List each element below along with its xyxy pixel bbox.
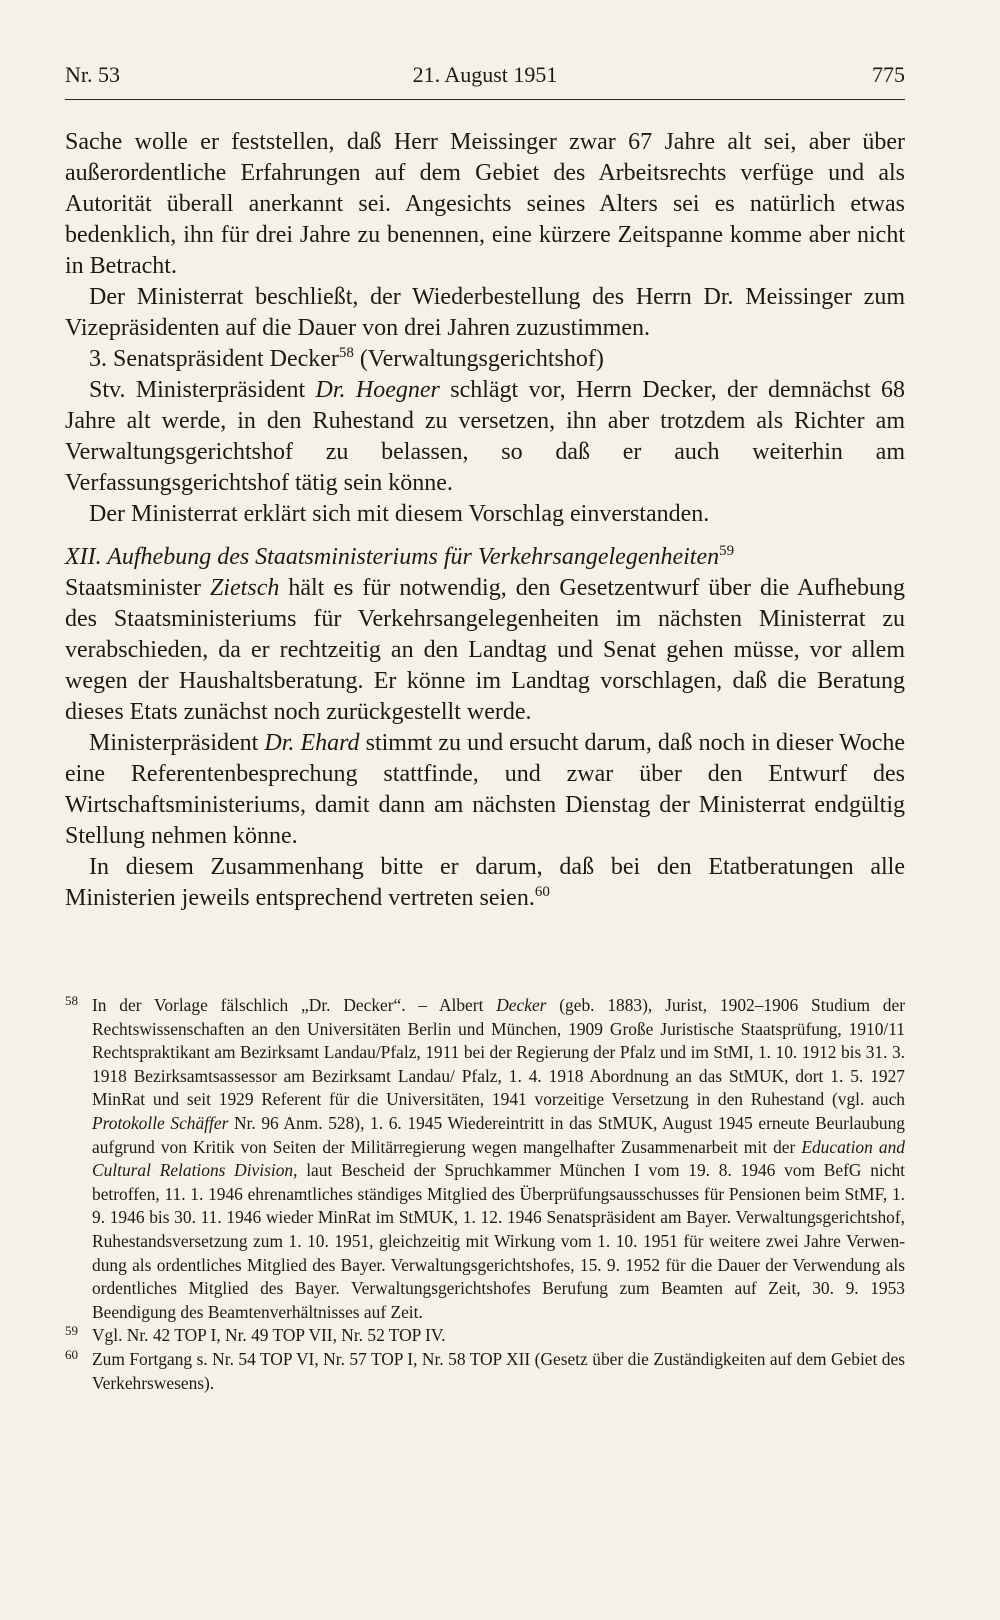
text-run: Ministerpräsident: [89, 730, 265, 756]
page-number: 775: [872, 62, 905, 87]
paragraph: [65, 375, 905, 499]
footnote-ref: 59: [719, 543, 735, 559]
paragraph: [65, 852, 905, 914]
footnote-text: Zum Fortgang s. Nr. 54 TOP VI, Nr. 57 TOP I, Nr. 58 TOP XII (Gesetz über die Zuständigkeiten auf dem Gebiet des Verkehrswesens).: [92, 1348, 905, 1393]
footnote: [65, 994, 905, 1324]
document-number: Nr. 53: [65, 62, 120, 87]
person-name: Decker: [496, 995, 547, 1015]
paragraph: [65, 573, 905, 728]
footnote-ref: 58: [338, 345, 354, 361]
header-date: 21. August 1951: [412, 62, 558, 87]
main-text: [65, 127, 905, 914]
agenda-subitem-rest: (Verwaltungsgerichtshof): [353, 346, 604, 372]
section-heading: [65, 542, 905, 573]
speaker-name: Zietsch: [210, 575, 280, 601]
footnote: [65, 1324, 905, 1348]
agenda-subitem-text: 3. Senatspräsident Decker: [89, 346, 339, 372]
section-heading-text: XII. Aufhebung des Staatsministeriums für Verkehrsangelegenheiten: [65, 544, 720, 570]
footnote: [65, 1348, 905, 1395]
text-run: Stv. Ministerpräsident: [89, 377, 316, 403]
speaker-name: Dr. Hoegner: [315, 377, 440, 403]
text-run: (geb. 1883), Jurist, 1902–1906 Studium der Rechtswissenschaften an den Universitäten Berlin und München, 1909 Große Juristische Staatsprüfung, 1910/11 Rechtspraktikant am Bezirksamt Landau/Pfalz, 1911 bei der Regierung der Pfalz und im StMI, 1. 10. 1912 bis 31. 3. 1918 Bezirksamtsassessor am Bezirksamt Landau/ Pfalz, 1. 4. 1918 Abordnung an das StMUK, dort 1. 5. 1927 MinRat und seit 1929 Referent für die Universitäten, 1941 vorzeitige Versetzung in den Ruhestand (vgl. auch: [92, 995, 905, 1110]
footnote-number: 60: [65, 1346, 78, 1362]
citation-title: Protokolle Schäffer: [92, 1112, 229, 1133]
text-run: Nr. 96 Anm. 528), 1. 6. 1945 Wiedereintritt in das StMUK, August 1945 erneute Beurlaubung aufgrund von Kritik von Seiten der Militärregierung wegen mangelhafter Zusammenarbeit mit der: [92, 1112, 905, 1157]
text-run: , laut Bescheid der Spruchkammer München I vom 19. 8. 1946 vom BefG nicht betroffen, 11. 1. 1946 ehrenamtliches ständiges Mitglied des Überprüfungsausschusses für Pensionen beim StMF, 1. 9. 1946 bis 30. 11. 1946 wieder MinRat im StMUK, 1. 12. 1946 Senatspräsident am Bayer. Verwaltungsgerichtshof, Ruhestandsversetzung zum 1. 10. 1951, gleichzeitig mit Wirkung vom 1. 10. 1951 für weitere zwei Jahre Verwendung als ordentliches Mitglied des Bayer. Verwaltungsgerichtshofes, 15. 9. 1952 für die Dauer der Verwendung als ordentliches Mitglied des Bayer. Verwaltungsgerichtshofes Berufung zum Beamten auf Zeit, 30. 9. 1953 Beendigung des Beamtenverhältnisses auf Zeit.: [92, 1160, 905, 1322]
text-run: stimmt zu und ersucht darum, daß noch in dieser Woche eine Referentenbesprechung stattfinde, und zwar über den Entwurf des Wirtschaftsministeriums, damit dann am nächsten Dienstag der Ministerrat endgültig Stellung nehmen könne.: [65, 730, 906, 849]
text-run: In der Vorlage fälschlich „Dr. Decker“. – Albert: [92, 995, 497, 1015]
paragraph: Der Ministerrat beschließt, der Wiederbestellung des Herrn Dr. Meissinger zum Vizepräsidenten auf die Dauer von drei Jahren zuzustimmen.: [65, 284, 905, 341]
text-run: Staatsminister: [65, 575, 211, 601]
text-run: schlägt vor, Herrn Decker, der demnächst 68 Jahre alt werde, in den Ruhestand zu versetzen, ihn aber trotzdem als Richter am Verwaltungsgerichtshof zu belassen, so daß er auch weiterhin am Verfassungsgerichtshof tätig sein könne.: [65, 377, 905, 496]
paragraph: Der Ministerrat erklärt sich mit diesem Vorschlag einverstanden.: [89, 501, 710, 527]
division-name: Education and Cultural Relations Division: [92, 1136, 905, 1181]
speaker-name: Dr. Ehard: [264, 730, 360, 756]
agenda-subitem: [65, 344, 905, 375]
footnote-ref: 60: [534, 884, 550, 900]
footnote-text: Vgl. Nr. 42 TOP I, Nr. 49 TOP VII, Nr. 52 TOP IV.: [92, 1325, 446, 1346]
header-rule: [65, 99, 905, 100]
text-run: hält es für notwendig, den Gesetzentwurf über die Aufhebung des Staatsministeriums für Verkehrsangelegenheiten im nächsten Ministerrat zu verabschieden, da er rechtzeitig an den Landtag und Senat gehen müsse, vor allem wegen der Haushaltsberatung. Er könne im Landtag vorschlagen, daß die Beratung dieses Etats zunächst noch zurückgestellt werde.: [65, 575, 906, 725]
footnotes: [65, 994, 905, 1395]
running-header: [65, 62, 905, 96]
footnote-number: 58: [65, 993, 78, 1008]
paragraph: Sache wolle er feststellen, daß Herr Meissinger zwar 67 Jahre alt sei, aber über außerordentliche Erfahrungen auf dem Gebiet des Arbeitsrechts verfüge und als Autorität überall anerkannt sei. Angesichts seines Alters sei es natürlich etwas bedenklich, ihn für drei Jahre zu benennen, eine kürzere Zeitspanne komme aber nicht in Betracht.: [65, 129, 905, 279]
footnote-number: 59: [65, 1323, 78, 1339]
paragraph: [65, 728, 905, 852]
text-run: In diesem Zusammenhang bitte er darum, daß bei den Etatberatungen alle Ministerien jeweils entsprechend vertreten seien.: [65, 854, 905, 911]
